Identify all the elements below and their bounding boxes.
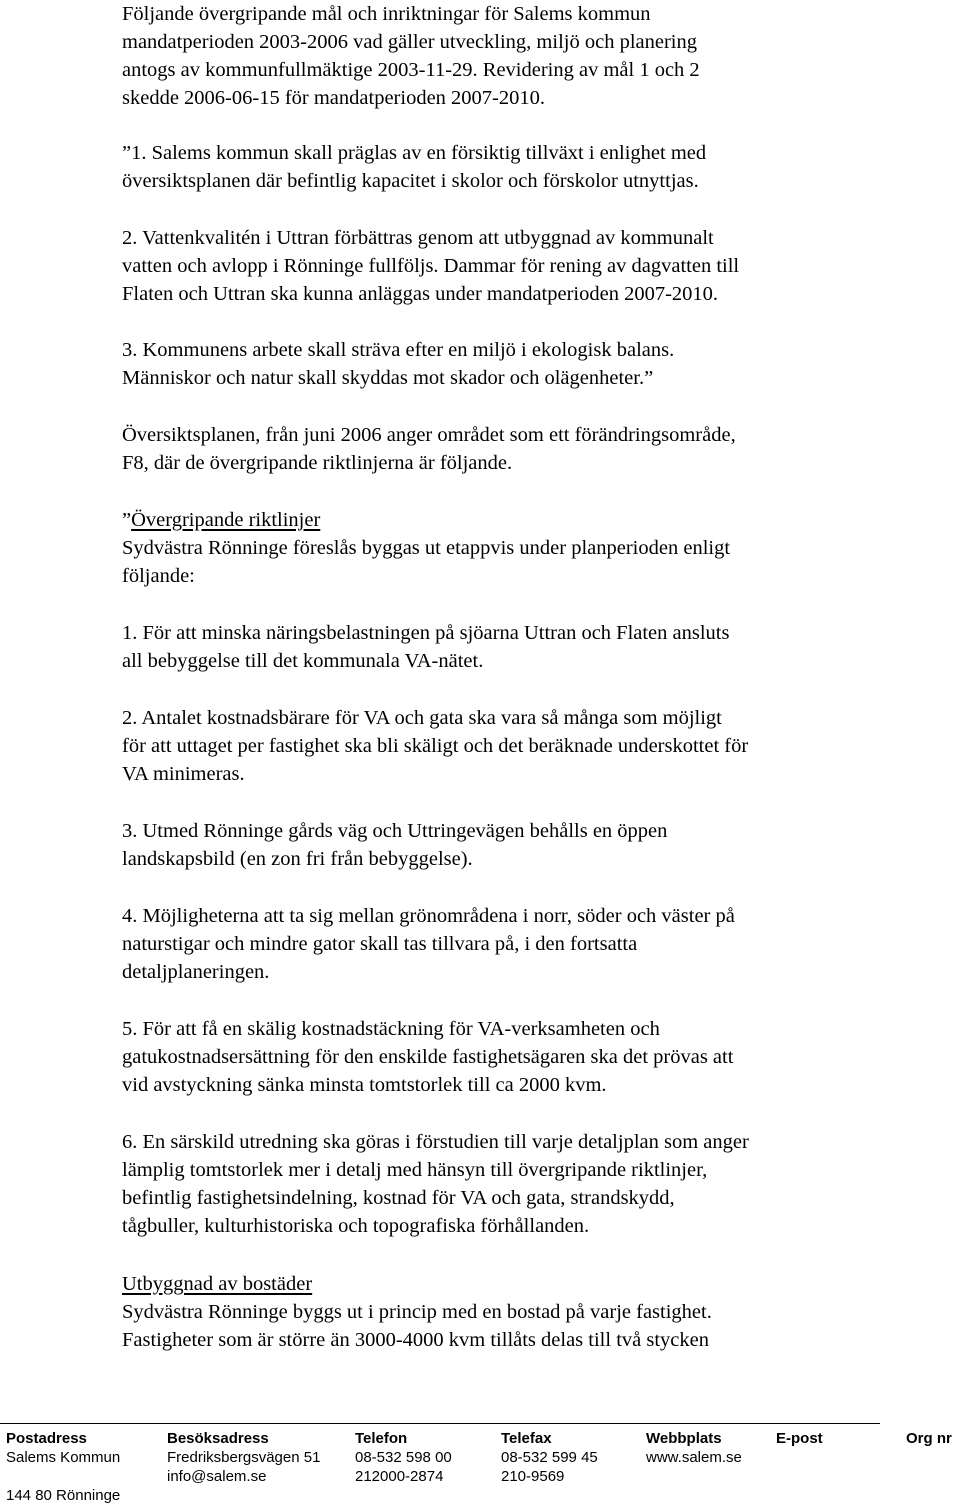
guideline-2-line: för att uttaget per fastighet ska bli skäligt och det beräknade underskottet för [122, 735, 749, 757]
section-heading-bostader: Utbyggnad av bostäder [122, 1273, 313, 1295]
paragraph-line: skedde 2006-06-15 för mandatperioden 2007-2010. [122, 87, 545, 109]
guideline-4-line: 4. Möjligheterna att ta sig mellan grönområdena i norr, söder och väster på [122, 905, 735, 927]
goal-1-line: ”1. Salems kommun skall präglas av en försiktig tillväxt i enlighet med [122, 142, 707, 164]
section-heading-riktlinjer [122, 506, 320, 534]
paragraph-line: Följande övergripande mål och inriktningar för Salems kommun [122, 3, 651, 25]
guideline-6-line: befintlig fastighetsindelning, kostnad för VA och gata, strandskydd, [122, 1187, 675, 1209]
goal-1-line: översiktsplanen där befintlig kapacitet i skolor och förskolor utnyttjas. [122, 170, 699, 192]
paragraph-line: Fastigheter som är större än 3000-4000 kvm tillåts delas till två stycken [122, 1329, 709, 1351]
paragraph-line: följande: [122, 565, 195, 587]
footer-bankgiro: 210-9569 [501, 1468, 565, 1485]
paragraph-line: Sydvästra Rönninge byggs ut i princip med en bostad på varje fastighet. [122, 1301, 712, 1323]
paragraph-line: Sydvästra Rönninge föreslås byggas ut etappvis under planperioden enligt [122, 537, 731, 559]
goal-2-line: Flaten och Uttran ska kunna anläggas under mandatperioden 2007-2010. [122, 283, 719, 305]
footer-header-telefon: Telefon [355, 1430, 408, 1447]
footer-header-webbplats: Webbplats [646, 1430, 722, 1447]
paragraph-line: F8, där de övergripande riktlinjerna är följande. [122, 452, 513, 474]
footer-visit-address: Fredriksbergsvägen 51 [167, 1449, 321, 1466]
guideline-6-line: tågbuller, kulturhistoriska och topografiska förhållanden. [122, 1215, 590, 1237]
guideline-1-line: all bebyggelse till det kommunala VA-nätet. [122, 650, 484, 672]
goal-3-line: 3. Kommunens arbete skall sträva efter en miljö i ekologisk balans. [122, 339, 675, 361]
goal-2-line: vatten och avlopp i Rönninge fullföljs. Dammar för rening av dagvatten till [122, 255, 740, 277]
footer-fax: 08-532 599 45 [501, 1449, 598, 1466]
footer-header-besoksadress: Besöksadress [167, 1430, 269, 1447]
footer-phone: 08-532 598 00 [355, 1449, 452, 1466]
footer-email: info@salem.se [167, 1468, 267, 1485]
guideline-5-line: 5. För att få en skälig kostnadstäckning för VA-verksamheten och [122, 1018, 660, 1040]
footer-header-postadress: Postadress [6, 1430, 87, 1447]
paragraph-line: Översiktsplanen, från juni 2006 anger området som ett förändringsområde, [122, 424, 736, 446]
paragraph-line: antogs av kommunfullmäktige 2003-11-29. Revidering av mål 1 och 2 [122, 59, 700, 81]
footer-header-orgnr: Org nr [906, 1430, 952, 1447]
footer-divider [0, 1423, 880, 1424]
footer-postal-city: 144 80 Rönninge [6, 1487, 121, 1504]
footer-header-telefax: Telefax [501, 1430, 552, 1447]
guideline-2-line: VA minimeras. [122, 763, 245, 785]
paragraph-line: mandatperioden 2003-2006 vad gäller utveckling, miljö och planering [122, 31, 697, 53]
guideline-3-line: 3. Utmed Rönninge gårds väg och Uttringevägen behålls en öppen [122, 820, 668, 842]
footer-org-name: Salems Kommun [6, 1449, 121, 1466]
goal-2-line: 2. Vattenkvalitén i Uttran förbättras genom att utbyggnad av kommunalt [122, 227, 714, 249]
guideline-6-line: 6. En särskild utredning ska göras i förstudien till varje detaljplan som anger [122, 1131, 749, 1153]
goal-3-line: Människor och natur skall skyddas mot skador och olägenheter.” [122, 367, 654, 389]
guideline-3-line: landskapsbild (en zon fri från bebyggelse). [122, 848, 473, 870]
heading-text: Övergripande riktlinjer [131, 509, 321, 531]
guideline-2-line: 2. Antalet kostnadsbärare för VA och gata ska vara så många som möjligt [122, 707, 722, 729]
page-footer [0, 1428, 960, 1507]
guideline-4-line: detaljplaneringen. [122, 961, 270, 983]
guideline-5-line: vid avstyckning sänka minsta tomtstorlek till ca 2000 kvm. [122, 1074, 607, 1096]
footer-org-number: 212000-2874 [355, 1468, 444, 1485]
footer-header-epost: E-post [776, 1430, 823, 1447]
footer-website: www.salem.se [646, 1449, 742, 1466]
guideline-1-line: 1. För att minska näringsbelastningen på sjöarna Uttran och Flaten ansluts [122, 622, 730, 644]
guideline-6-line: lämplig tomtstorlek mer i detalj med hänsyn till övergripande riktlinjer, [122, 1159, 708, 1181]
guideline-4-line: naturstigar och mindre gator skall tas tillvara på, i den fortsatta [122, 933, 638, 955]
opening-quote: ” [122, 509, 132, 531]
guideline-5-line: gatukostnadsersättning för den enskilde fastighetsägaren ska det prövas att [122, 1046, 734, 1068]
